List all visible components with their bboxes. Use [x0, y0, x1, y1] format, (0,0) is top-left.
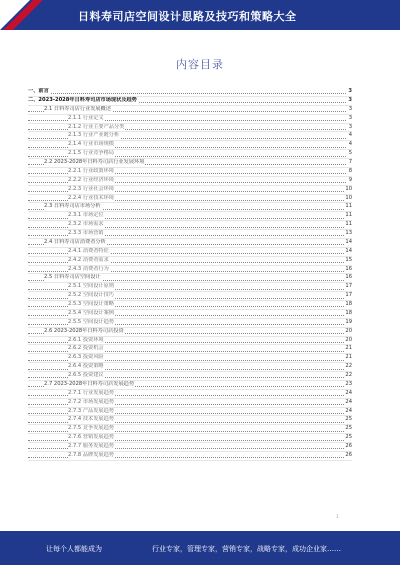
toc-entry-text: 2.6.3 投资风险: [68, 354, 104, 361]
toc-entry-page: 24: [345, 407, 352, 414]
toc-entry[interactable]: [28, 88, 352, 97]
toc-entry[interactable]: [28, 319, 352, 328]
toc-entry-page: 25: [345, 425, 352, 432]
toc-entry-page: 17: [345, 283, 352, 290]
toc-entry-page: 14: [345, 238, 352, 245]
toc-entry-text: 2.2.3 行业社会环境: [68, 185, 114, 192]
toc-entry[interactable]: [28, 372, 352, 381]
toc-entry-text: 一、前言: [28, 88, 49, 94]
toc-entry-page: 19: [345, 318, 352, 325]
toc-entry-page: 16: [345, 274, 352, 281]
toc-entry[interactable]: [28, 345, 352, 354]
toc-entry[interactable]: [28, 337, 352, 346]
toc-entry-text: 2.3 日料寿司店市场分析: [44, 203, 101, 210]
toc-entry-text: 2.7.5 竞争发展趋势: [68, 425, 114, 432]
header-bar: [0, 0, 400, 30]
toc-entry-text: 2.5.3 空间设计策略: [68, 301, 114, 307]
toc-entry-text: 2.4.3 消费者行为: [68, 265, 109, 272]
toc-entry-text: 2.2.4 行业技术环境: [68, 194, 114, 201]
toc-entry[interactable]: [28, 257, 352, 266]
header-corner-stripe: [0, 0, 44, 30]
toc-entry[interactable]: [28, 159, 352, 168]
toc-entry-text: 2.5 日料寿司店空间设计: [44, 274, 101, 281]
toc-entry[interactable]: [28, 266, 352, 275]
toc-entry-page: 3: [348, 114, 352, 121]
toc-entry-text: 2.3.2 市场需求: [68, 221, 104, 228]
toc-entry[interactable]: [28, 97, 352, 106]
toc-entry-page: 24: [345, 389, 352, 396]
toc-entry-page: 21: [345, 354, 352, 361]
toc-entry-text: 2.2 2023-2028年日料寿司店行业发展环境: [44, 159, 145, 165]
toc-entry-text: 2.6.5 投资建议: [68, 372, 104, 378]
toc-entry[interactable]: [28, 301, 352, 310]
toc-entry[interactable]: [28, 381, 352, 390]
toc-entry[interactable]: [28, 390, 352, 399]
toc-entry-page: 25: [345, 434, 352, 441]
table-of-contents: [28, 88, 352, 461]
toc-entry[interactable]: [28, 141, 352, 150]
toc-entry-page: 3: [348, 96, 352, 103]
toc-entry[interactable]: [28, 310, 352, 319]
toc-entry[interactable]: [28, 150, 352, 159]
toc-entry-text: 2.7.6 营销发展趋势: [68, 434, 114, 441]
toc-entry-page: 15: [345, 256, 352, 263]
toc-entry-page: 11: [345, 221, 352, 228]
toc-entry-page: 3: [348, 105, 352, 112]
toc-entry-text: 2.1.1 行业定义: [68, 114, 104, 121]
toc-entry[interactable]: [28, 399, 352, 408]
toc-entry-page: 7: [348, 159, 352, 165]
toc-entry-page: 10: [345, 185, 352, 192]
toc-entry-page: 22: [345, 372, 352, 378]
toc-entry[interactable]: [28, 212, 352, 221]
toc-entry-page: 3: [348, 123, 352, 130]
footer-bar: [0, 531, 400, 565]
toc-entry-page: 18: [345, 301, 352, 307]
toc-entry-text: 2.5.5 空间设计趋势: [68, 318, 114, 325]
toc-entry-text: 2.1.3 行业产业链分析: [68, 132, 120, 139]
toc-entry-page: 24: [345, 398, 352, 405]
toc-entry-page: 26: [345, 451, 352, 458]
toc-entry-page: 20: [345, 336, 352, 343]
toc-entry[interactable]: [28, 230, 352, 239]
toc-entry-page: 16: [345, 265, 352, 272]
toc-leader-dots: [28, 93, 346, 94]
toc-entry-page: 10: [345, 194, 352, 201]
toc-entry-page: 21: [345, 345, 352, 352]
toc-entry-text: 2.5.4 空间设计案例: [68, 309, 114, 316]
toc-entry-text: 2.7.8 品牌发展趋势: [68, 451, 114, 458]
toc-entry-page: 9: [348, 176, 352, 183]
toc-entry[interactable]: [28, 274, 352, 283]
toc-entry-text: 二、2023-2028年日料寿司店市场现状及趋势: [28, 96, 137, 103]
toc-entry-text: 2.6.1 投资环境: [68, 336, 104, 343]
toc-entry[interactable]: [28, 452, 352, 461]
toc-entry-page: 4: [348, 132, 352, 139]
toc-entry[interactable]: [28, 443, 352, 452]
toc-entry-page: 23: [345, 380, 352, 387]
toc-entry[interactable]: [28, 186, 352, 195]
toc-entry-text: 2.1 日料寿司店行业发展概述: [44, 105, 111, 112]
page-number: 1: [336, 514, 339, 519]
toc-entry-text: 2.6 2023-2028年日料寿司店投资: [44, 327, 124, 334]
footer-tagline: 行业专家，管理专家，营销专家，战略专家，成功企业家……: [152, 545, 341, 553]
toc-entry-text: 2.6.4 投资策略: [68, 363, 104, 370]
toc-entry-page: 22: [345, 363, 352, 370]
toc-entry[interactable]: [28, 124, 352, 133]
toc-entry[interactable]: [28, 106, 352, 115]
toc-entry-text: 2.1.5 行业竞争格局: [68, 150, 114, 157]
footer-slogan: 让每个人都能成为: [46, 545, 102, 553]
document-title: 日料寿司店空间设计思路及技巧和策略大全: [78, 10, 297, 23]
toc-entry[interactable]: [28, 354, 352, 363]
toc-entry[interactable]: [28, 416, 352, 425]
toc-entry[interactable]: [28, 221, 352, 230]
toc-entry[interactable]: [28, 168, 352, 177]
toc-entry-page: 13: [345, 230, 352, 236]
toc-entry-page: 11: [345, 203, 352, 210]
toc-entry[interactable]: [28, 248, 352, 257]
toc-entry-text: 2.6.2 投资机会: [68, 345, 104, 352]
toc-entry[interactable]: [28, 115, 352, 124]
toc-entry[interactable]: [28, 195, 352, 204]
toc-entry-page: 3: [348, 88, 352, 94]
toc-entry-text: 2.3.3 市场营销: [68, 230, 104, 236]
toc-entry-page: 5: [348, 150, 352, 157]
toc-entry[interactable]: [28, 408, 352, 417]
toc-entry-text: 2.2.2 行业经济环境: [68, 176, 114, 183]
toc-entry-text: 2.7.7 服务发展趋势: [68, 443, 114, 449]
toc-entry-page: 11: [345, 212, 352, 219]
toc-entry-text: 2.1.2 行业主要产品分类: [68, 123, 125, 130]
toc-entry-page: 8: [348, 167, 352, 174]
toc-entry-text: 2.7.1 行业发展趋势: [68, 389, 114, 396]
toc-entry-text: 2.2.1 行业政策环境: [68, 167, 114, 174]
toc-entry[interactable]: [28, 425, 352, 434]
toc-entry-text: 2.1.4 行业市场规模: [68, 141, 114, 148]
toc-entry[interactable]: [28, 283, 352, 292]
toc-entry[interactable]: [28, 132, 352, 141]
toc-entry[interactable]: [28, 239, 352, 248]
toc-entry-text: 2.4 日料寿司店消费者分析: [44, 238, 106, 245]
toc-entry[interactable]: [28, 177, 352, 186]
toc-entry-page: 14: [345, 247, 352, 254]
toc-entry[interactable]: [28, 203, 352, 212]
toc-entry-page: 20: [345, 327, 352, 334]
toc-entry-text: 2.7 2023-2028年日料寿司店发展趋势: [44, 380, 135, 387]
toc-entry-page: 18: [345, 309, 352, 316]
toc-entry-page: 4: [348, 141, 352, 148]
toc-entry-text: 2.4.1 消费者特征: [68, 247, 109, 254]
toc-entry[interactable]: [28, 434, 352, 443]
toc-entry-text: 2.5.2 空间设计技巧: [68, 292, 114, 299]
toc-entry-page: 25: [345, 416, 352, 423]
toc-entry-text: 2.5.1 空间设计原则: [68, 283, 114, 290]
toc-entry-text: 2.3.1 市场定位: [68, 212, 104, 219]
toc-entry-text: 2.7.2 市场发展趋势: [68, 398, 114, 405]
toc-entry[interactable]: [28, 292, 352, 301]
toc-entry-text: 2.7.4 技术发展趋势: [68, 416, 114, 423]
toc-entry[interactable]: [28, 363, 352, 372]
toc-entry[interactable]: [28, 328, 352, 337]
toc-entry-text: 2.7.3 产品发展趋势: [68, 407, 114, 414]
toc-entry-page: 17: [345, 292, 352, 299]
toc-entry-page: 26: [345, 443, 352, 449]
toc-heading: 内容目录: [176, 58, 224, 71]
toc-entry-text: 2.4.2 消费者需求: [68, 256, 109, 263]
